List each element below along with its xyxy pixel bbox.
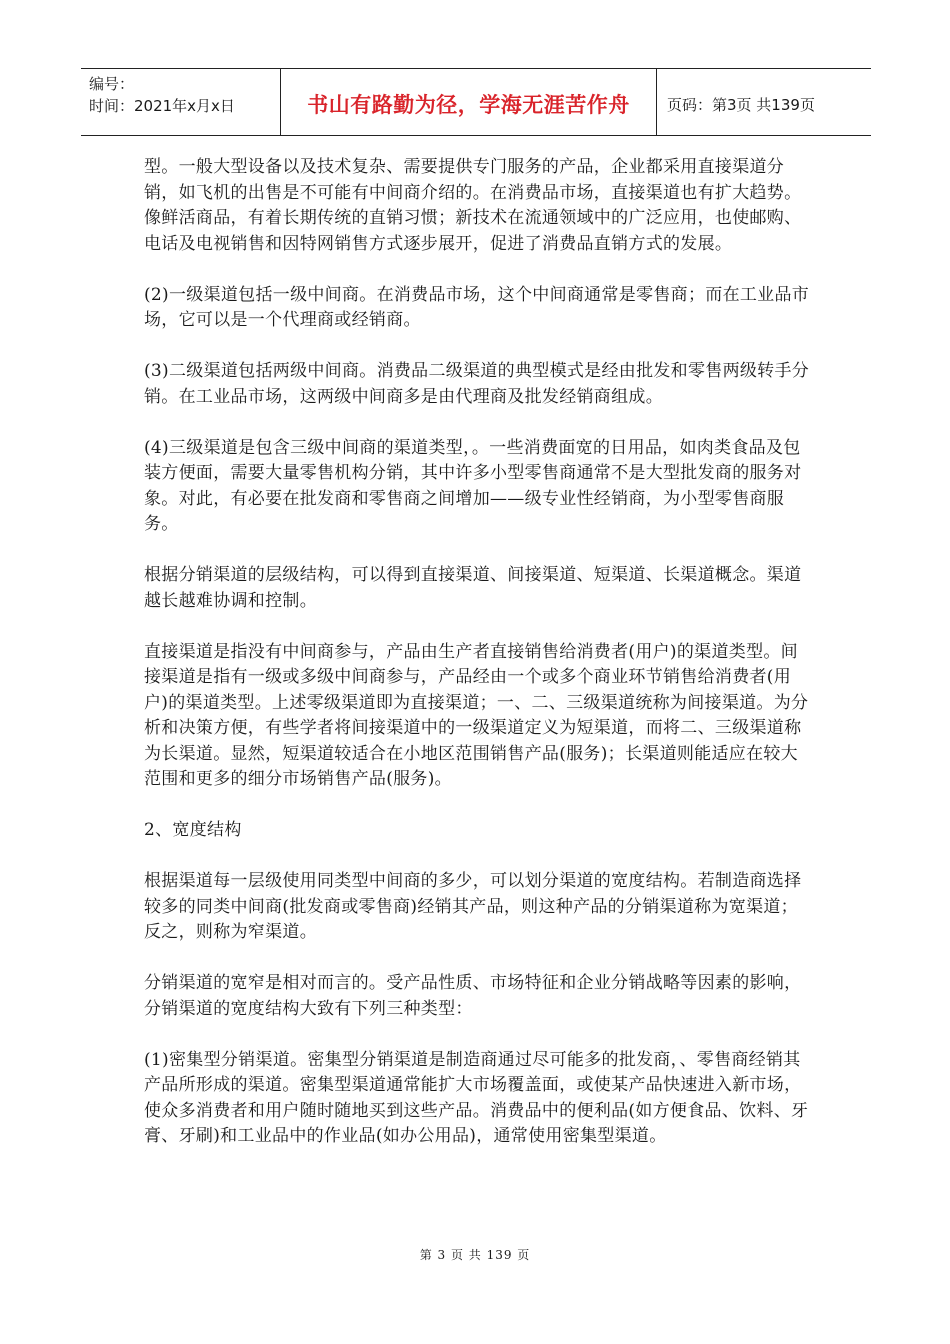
page-header: [81, 68, 871, 136]
paragraph: 直接渠道是指没有中间商参与，产品由生产者直接销售给消费者(用户)的渠道类型。间接渠道是指有一级或多级中间商参与，产品经由一个或多个商业环节销售给消费者(用户)的渠道类型。上述零级渠道即为直接渠道；一、二、三级渠道统称为间接渠道。为分析和决策方便，有些学者将间接渠道中的一级渠道定义为短渠道，而将二、三级渠道称为长渠道。显然，短渠道较适合在小地区范围销售产品(服务)；长渠道则能适应在较大范围和更多的细分市场销售产品(服务)。: [144, 641, 809, 789]
paragraph: (1)密集型分销渠道。密集型分销渠道是制造商通过尽可能多的批发商，、零售商经销其产品所形成的渠道。密集型渠道通常能扩大市场覆盖面，或使某产品快速进入新市场，使众多消费者和用户随时随地买到这些产品。消费品中的便利品(如方便食品、饮料、牙膏、牙刷)和工业品中的作业品(如办公用品)，通常使用密集型渠道。: [144, 1049, 809, 1146]
paragraph: 根据分销渠道的层级结构，可以得到直接渠道、间接渠道、短渠道、长渠道概念。渠道越长越难协调和控制。: [144, 565, 802, 611]
paragraph: 根据渠道每一层级使用同类型中间商的多少，可以划分渠道的宽度结构。若制造商选择较多的同类中间商(批发商或零售商)经销其产品，则这种产品的分销渠道称为宽渠道；反之，则称为窄渠道。: [144, 871, 802, 942]
paragraph: 分销渠道的宽窄是相对而言的。受产品性质、市场特征和企业分销战略等因素的影响，分销渠道的宽度结构大致有下列三种类型：: [144, 973, 802, 1019]
footer-page-number: 第 3 页 共 139 页: [419, 1248, 531, 1262]
page-footer: [0, 1246, 950, 1263]
paragraph: (2)一级渠道包括一级中间商。在消费品市场，这个中间商通常是零售商；而在工业品市场，它可以是一个代理商或经销商。: [144, 284, 810, 330]
header-page-cell: [657, 69, 871, 135]
paragraph: (4)三级渠道是包含三级中间商的渠道类型，。一些消费面宽的日用品，如肉类食品及包装方便面，需要大量零售机构分销，其中许多小型零售商通常不是大型批发商的服务对象。对此，有必要在批发商和零售商之间增加——级专业性经销商，为小型零售商服务。: [144, 437, 802, 534]
header-motto-cell: [281, 69, 657, 135]
header-motto: 书山有路勤为径，学海无涯苦作舟: [307, 93, 630, 117]
paragraph: 型。一般大型设备以及技术复杂、需要提供专门服务的产品，企业都采用直接渠道分销，如飞机的出售是不可能有中间商介绍的。在消费品市场，直接渠道也有扩大趋势。像鲜活商品，有着长期传统的直销习惯；新技术在流通领域中的广泛应用，也使邮购、电话及电视销售和因特网销售方式逐步展开，促进了消费品直销方式的发展。: [144, 157, 802, 254]
header-page-number: 页码：第3页 共139页: [667, 95, 815, 114]
document-time-label: 时间：2021年x月x日: [89, 97, 235, 115]
header-meta: [81, 69, 281, 135]
section-heading: 2、宽度结构: [144, 820, 242, 840]
document-body: [144, 155, 810, 1175]
paragraph: (3)二级渠道包括两级中间商。消费品二级渠道的典型模式是经由批发和零售两级转手分销。在工业品市场，这两级中间商多是由代理商及批发经销商组成。: [144, 361, 810, 407]
document-number-label: 编号：: [89, 75, 135, 93]
